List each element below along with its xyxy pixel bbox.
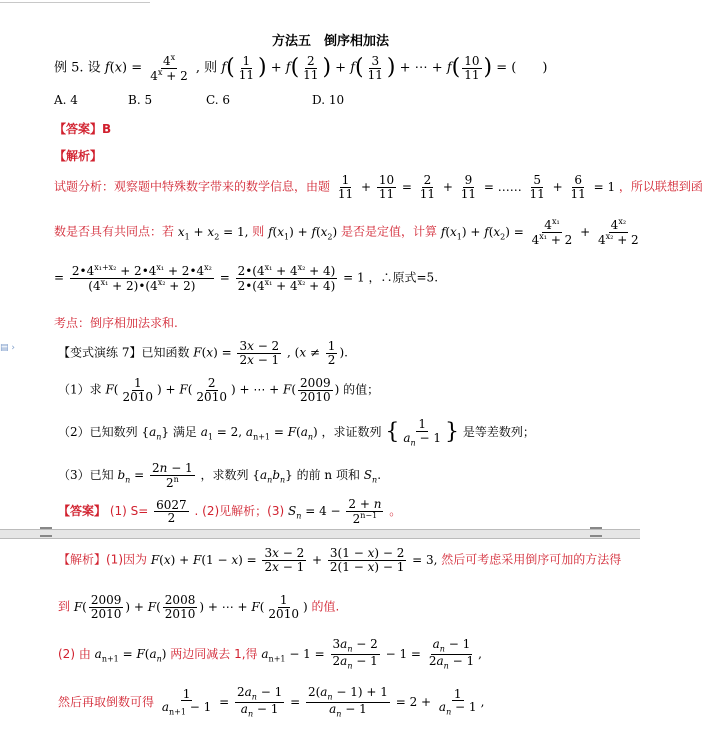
jiexi2-line-1-end: 然后可考虑采用倒序可加的方法得 bbox=[441, 552, 622, 567]
answer-label: 【答案】B bbox=[54, 122, 112, 136]
analysis-line-2-pre: 数是否具有共同点：若 bbox=[54, 224, 175, 239]
jiexi2-line-3-pre: (2) 由 bbox=[58, 646, 91, 661]
page-break bbox=[0, 529, 640, 539]
variant-exercise: 【变式演练 7】已知函数 F(x) = $\frac{3x - 2}{2x - 1}$ , (x ≠ $\frac{1}{2}$ ). bbox=[58, 339, 348, 367]
option-b: B. 5 bbox=[128, 93, 153, 107]
kaodian: 考点：倒序相加法求和. bbox=[54, 316, 178, 330]
variant-q1-lead: （1）求 bbox=[58, 382, 102, 397]
analysis-line-2-mid: 则 bbox=[252, 224, 265, 239]
jiexi2-line-3: (2) 由 $a_{n+1} = F(a_n)$ 两边同减去 1,得 $a_{n+1} - 1$ = $\frac{3a_n - 2}{2a_n - 1}$ − 1 = $\frac{a_n - 1}{2a_n - 1}$ , bbox=[58, 637, 482, 671]
example-5-question: 例 5. 设 f(x) = $\frac{4^x}{4^x + 2}$ , 则 f( $\frac{1}{11}$ ) + f( $\frac{2}{11}$ ) + f( $\frac{3}{11}$ ) + ⋯ + f( $\frac{10}{11}$ ) = ( ) bbox=[54, 53, 548, 83]
page-break-marker-right bbox=[590, 527, 602, 537]
analysis-line-3-end: ，∴原式=5. bbox=[368, 270, 439, 285]
jiexi2-line-1: 【解析】(1)因为 F(x) + F(1 − x) = $\frac{3x - 2}{2x - 1}$ + $\frac{3(1 - x) - 2}{2(1 - x) - 1}$ = 3, 然后可考虑采用倒序可加的方法得 bbox=[58, 546, 622, 574]
page-title: 方法五 倒序相加法 bbox=[272, 34, 390, 49]
option-a: A. 4 bbox=[54, 93, 78, 107]
example-5-lead: 例 5. 设 bbox=[54, 60, 101, 76]
option-c: C. 6 bbox=[206, 93, 231, 107]
jiexi2-line-1-pre: 【解析】(1)因为 bbox=[58, 552, 147, 567]
variant-q1-end: 的值； bbox=[343, 382, 380, 397]
example-5-mid: , 则 bbox=[195, 60, 218, 76]
variant-q3: （3）已知 $b_n$ = $\frac{2n - 1}{2^n}$ ，求数列 $\{a_nb_n\}$ 的前 n 项和 $S_n$. bbox=[58, 461, 382, 490]
answer-2-part1: (1) S= bbox=[109, 504, 149, 519]
variant-q2-mid2: ，求证数列 bbox=[321, 425, 382, 440]
jiexi2-line-2-end: 的值. bbox=[311, 599, 340, 614]
analysis-line-3: = $\frac{2•4^{x_1+x_2} + 2•4^{x_1} + 2•4^{x_2}}{(4^{x_1} + 2)•(4^{x_2} + 2)}$ = $\frac{2•(4^{x_1} + 4^{x_2} + 4)}{2•(4^{x_1} + 4^{x_2} + 4)}$ = 1 ，∴原式=5. bbox=[54, 263, 439, 293]
variant-q3-lead: （3）已知 bbox=[58, 468, 114, 483]
variant-q1: （1）求 F( $\frac{1}{2010}$ ) + F( $\frac{2}{2010}$ ) + ⋯ + F( $\frac{2009}{2010}$ ) 的值； bbox=[58, 376, 380, 404]
variant-q3-mid: ，求数列 bbox=[200, 468, 249, 483]
variant-q2-mid: 满足 bbox=[172, 425, 197, 440]
top-ruler bbox=[0, 0, 150, 3]
option-d: D. 10 bbox=[312, 93, 345, 107]
variant-q2-lead: （2）已知数列 bbox=[58, 425, 138, 440]
page-marker-icon: ▤ › bbox=[0, 343, 15, 353]
answer-2-label: 【答案】 bbox=[58, 504, 107, 519]
analysis-line-1-pre: 试题分析：观察题中特殊数字带来的数学信息，由题 bbox=[54, 179, 331, 194]
answer-2: 【答案】 (1) S= $\frac{6027}{2}$ . (2)见解析；(3) $S_n = 4$ − $\frac{2 + n}{2^{n-1}}$ 。 bbox=[58, 497, 402, 526]
analysis-line-1: 试题分析：观察题中特殊数字带来的数学信息，由题 $\frac{1}{11}$ + $\frac{10}{11}$ = $\frac{2}{11}$ + $\frac{9}{11}$ = …… $\frac{5}{11}$ + $\frac{6}{11}$ = 1 ，所以联想到函 bbox=[54, 173, 703, 201]
variant-q3-end: 的前 n 项和 bbox=[296, 468, 360, 483]
example-5-tail: = ( ) bbox=[496, 60, 548, 76]
analysis-line-2: 数是否具有共同点：若 $x_1 + x_2 = 1$, 则 $f(x_1) + f(x_2)$ 是否是定值，计算 $f(x_1) + f(x_2)$ = $\frac{4^{x_1}}{4^{x_1} + 2}$ + $\frac{4^{x_2}}{4^{x_2} + 2}$ bbox=[54, 217, 639, 247]
analysis-line-1-post: ，所以联想到函 bbox=[618, 179, 703, 194]
answer-2-part2: . (2)见解析；(3) bbox=[194, 504, 285, 519]
analysis-label: 【解析】 bbox=[54, 149, 103, 163]
jiexi2-line-4: 然后再取倒数可得 $\frac{1}{a_{n+1} - 1}$ = $\frac{2a_n - 1}{a_n - 1}$ = $\frac{2(a_n - 1) + 1}{a_n - 1}$ = 2 + $\frac{1}{a_n - 1}$ , bbox=[58, 685, 485, 719]
jiexi2-line-4-pre: 然后再取倒数可得 bbox=[58, 694, 155, 709]
variant-label: 【变式演练 7】已知函数 bbox=[58, 345, 190, 360]
variant-q2-end: 是等差数列； bbox=[462, 425, 535, 440]
analysis-line-2-mid2: 是否是定值，计算 bbox=[341, 224, 438, 239]
jiexi2-line-2-pre: 到 bbox=[58, 599, 71, 614]
page-break-marker-left bbox=[40, 527, 52, 537]
variant-q2: （2）已知数列 $\{a_n\}$ 满足 $a_1 = 2$, $a_{n+1} = F(a_n)$ ，求证数列 { $\frac{1}{a_n - 1}$ } 是等差数列； bbox=[58, 417, 535, 447]
jiexi2-line-3-mid: 两边同减去 1,得 bbox=[170, 646, 258, 661]
jiexi2-line-2: 到 F( $\frac{2009}{2010}$ ) + F( $\frac{2008}{2010}$ ) + ⋯ + F( $\frac{1}{2010}$ ) 的值. bbox=[58, 593, 340, 621]
